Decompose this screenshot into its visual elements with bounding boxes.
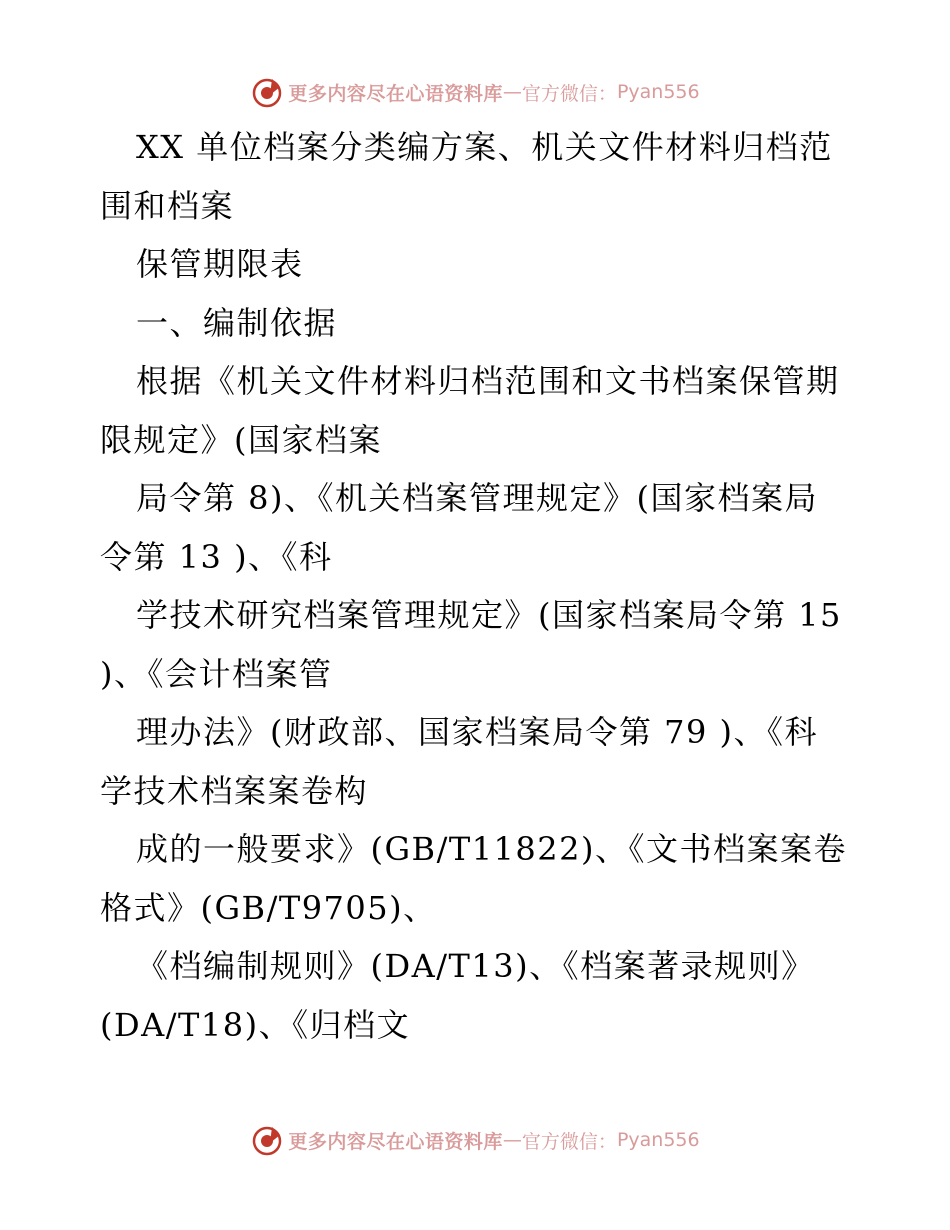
text-line: 理办法》(财政部、国家档案局令第 79 )、《科	[136, 713, 819, 751]
logo-icon	[250, 75, 284, 109]
text-line: 保管期限表	[136, 245, 304, 283]
text-line: 围和档案	[100, 186, 235, 225]
text-line: (DA/T18)、《归档文	[100, 1005, 411, 1044]
logo-icon	[250, 1123, 284, 1157]
watermark-wechat-id: Pyan556	[616, 81, 700, 103]
text-line: 学技术档案案卷构	[100, 771, 369, 810]
text-line: 格式》(GB/T9705)、	[100, 888, 437, 927]
text-line: 令第 13 )、《科	[100, 537, 333, 576]
text-line: 成的一般要求》(GB/T11822)、《文书档案案卷	[136, 830, 847, 868]
header-watermark	[0, 72, 950, 112]
watermark-text: 更多内容尽在心语资料库	[288, 82, 503, 105]
section-heading: 一、编制依据	[136, 303, 338, 342]
text-line: )、《会计档案管	[100, 654, 333, 693]
text-line: 学技术研究档案管理规定》(国家档案局令第 15	[136, 596, 842, 634]
text-line: 局令第 8)、《机关档案管理规定》(国家档案局	[136, 479, 819, 517]
watermark-text: 更多内容尽在心语资料库	[288, 1130, 503, 1153]
footer-watermark	[0, 1120, 950, 1160]
document-body	[100, 118, 850, 1054]
text-line: 《档编制规则》(DA/T13)、《档案著录规则》	[136, 947, 815, 985]
text-line: XX 单位档案分类编方案、机关文件材料归档范	[136, 128, 833, 166]
watermark-wechat-label: 官方微信：	[521, 82, 617, 105]
watermark-dash: —	[502, 81, 522, 103]
watermark-dash: —	[502, 1129, 522, 1151]
watermark-wechat-label: 官方微信：	[521, 1130, 617, 1153]
text-line: 限规定》(国家档案	[100, 420, 382, 459]
watermark-wechat-id: Pyan556	[616, 1129, 700, 1151]
text-line: 根据《机关文件材料归档范围和文书档案保管期	[136, 362, 840, 400]
